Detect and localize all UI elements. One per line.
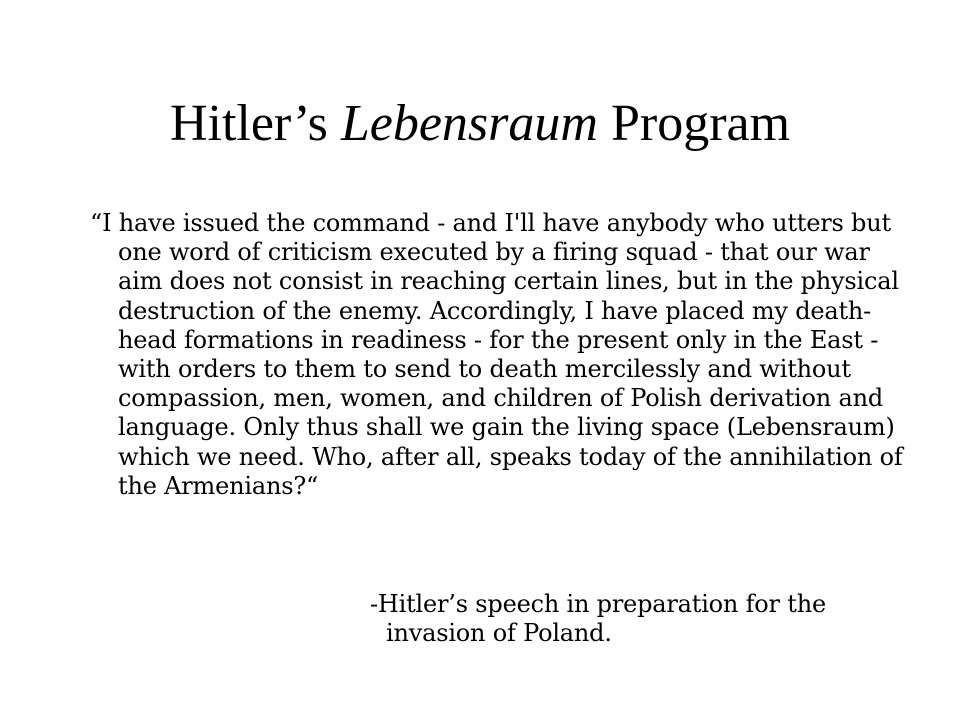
quote-line: and children of Polish derivation and language. Only (118, 384, 883, 442)
attribution-line: -Hitler’s speech in preparation for (370, 590, 780, 618)
title-prefix: Hitler’s (169, 95, 341, 152)
quote-line: utters but one word of criticism executed by a firing (118, 209, 891, 267)
quote-line: thus shall we gain the living space (Lebensraum) (306, 413, 895, 442)
attribution-line: the invasion of Poland. (386, 590, 826, 648)
quote-line: which we need. Who, after all, speaks today of the (118, 442, 722, 471)
quote-line: certain lines, but in the physical destruction of the (118, 267, 899, 325)
quote-line: mercilessly and without compassion, men, women, (118, 355, 851, 413)
quote-line: annihilation of the Armenians?“ (118, 442, 903, 500)
quote-line: East - with orders to them to send to death (118, 325, 879, 384)
slide-title (0, 92, 960, 156)
title-emphasis: Lebensraum (340, 95, 598, 152)
quote-line: squad - that our war aim does not consist in reaching (118, 238, 870, 296)
quote-line: enemy. Accordingly, I have placed my death-head (118, 296, 872, 354)
quote-line: “I have issued the command - and I'll have anybody who (90, 209, 765, 237)
title-suffix: Program (597, 95, 791, 152)
quote-paragraph (90, 209, 918, 501)
quote-line: formations in readiness - for the present only in the (183, 325, 803, 354)
attribution (370, 590, 906, 648)
